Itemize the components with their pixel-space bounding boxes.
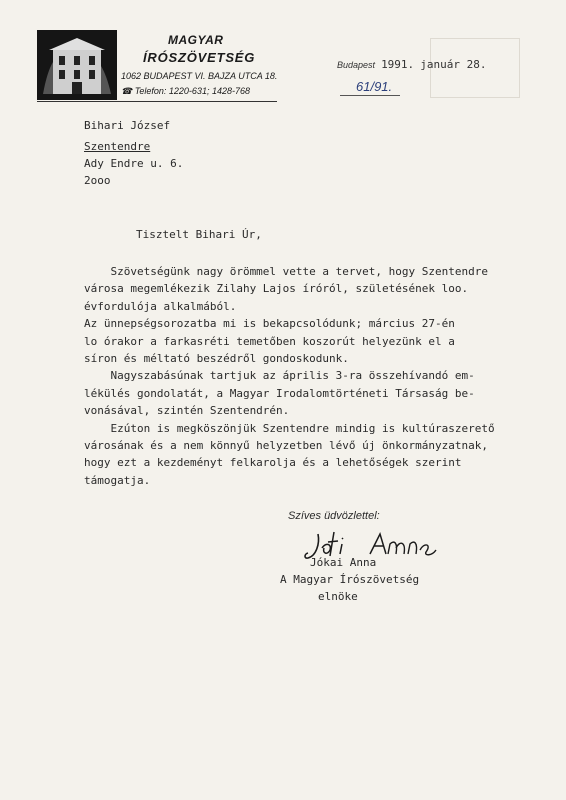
closing-greeting: Szíves üdvözlettel: — [288, 510, 380, 522]
building-emblem-icon — [37, 30, 117, 100]
body-line: lo órakor a farkasréti temetőben koszorút helyezünk el a — [84, 334, 455, 348]
salutation: Tisztelt Bihari Úr, — [136, 228, 262, 241]
reference-underline — [340, 95, 400, 96]
body-line: Nagyszabásúnak tartjuk az április 3-ra összehívandó em- — [84, 369, 475, 383]
recipient-city: Szentendre — [84, 140, 151, 153]
body-line: Szövetségünk nagy örömmel vette a tervet, hogy Szentendre — [84, 265, 488, 278]
signer-organization: A Magyar Írószövetség — [280, 573, 420, 586]
body-line: támogatja. — [84, 473, 151, 487]
phone-icon: ☎ — [121, 86, 135, 96]
letterhead-phone — [121, 86, 250, 97]
body-line: városának és a nem könnyű helyzetben lévő új önkormányzatnak, — [84, 439, 488, 453]
date-day: január 28. — [420, 58, 487, 71]
body-line: Az ünnepségsorozatba mi is bekapcsolódunk; március 27-én — [84, 317, 455, 331]
recipient-postcode: 2ooo — [84, 174, 111, 187]
letter-body — [84, 263, 495, 489]
body-line: városa megemlékezik Zilahy Lajos íróról, születésének loo. — [84, 282, 469, 296]
body-line: évfordulója alkalmából. — [84, 299, 237, 313]
date-year: 1991. — [381, 58, 415, 71]
letterhead-address: 1062 BUDAPEST VI. BAJZA UTCA 18. — [121, 71, 278, 81]
body-line: hogy ezt a kezdeményt felkarolja és a lehetőségek szerint — [84, 456, 462, 470]
body-line: lékülés gondolatát, a Magyar Irodalomtörténeti Társaság be- — [84, 386, 475, 400]
date-city: Budapest — [337, 60, 376, 70]
body-line: Ezúton is megköszönjük Szentendre mindig is kultúraszerető — [84, 421, 495, 435]
letterhead-title-line2: ÍRÓSZÖVETSÉG — [143, 50, 256, 65]
letter-date — [337, 58, 486, 71]
signer-role: elnöke — [318, 590, 358, 603]
recipient-name: Bihari József — [84, 119, 171, 132]
signer-name: Jókai Anna — [310, 556, 377, 569]
body-line: síron és méltató beszédről gondoskodunk. — [84, 352, 349, 366]
reference-number: 61/91. — [356, 79, 393, 94]
letterhead-divider — [37, 101, 277, 102]
body-line: vonásával, szintén Szentendrén. — [84, 404, 290, 418]
letterhead-phone-text: Telefon: 1220-631; 1428-768 — [134, 86, 250, 96]
recipient-street: Ady Endre u. 6. — [84, 157, 184, 170]
letterhead-title-line1: MAGYAR — [168, 33, 224, 47]
